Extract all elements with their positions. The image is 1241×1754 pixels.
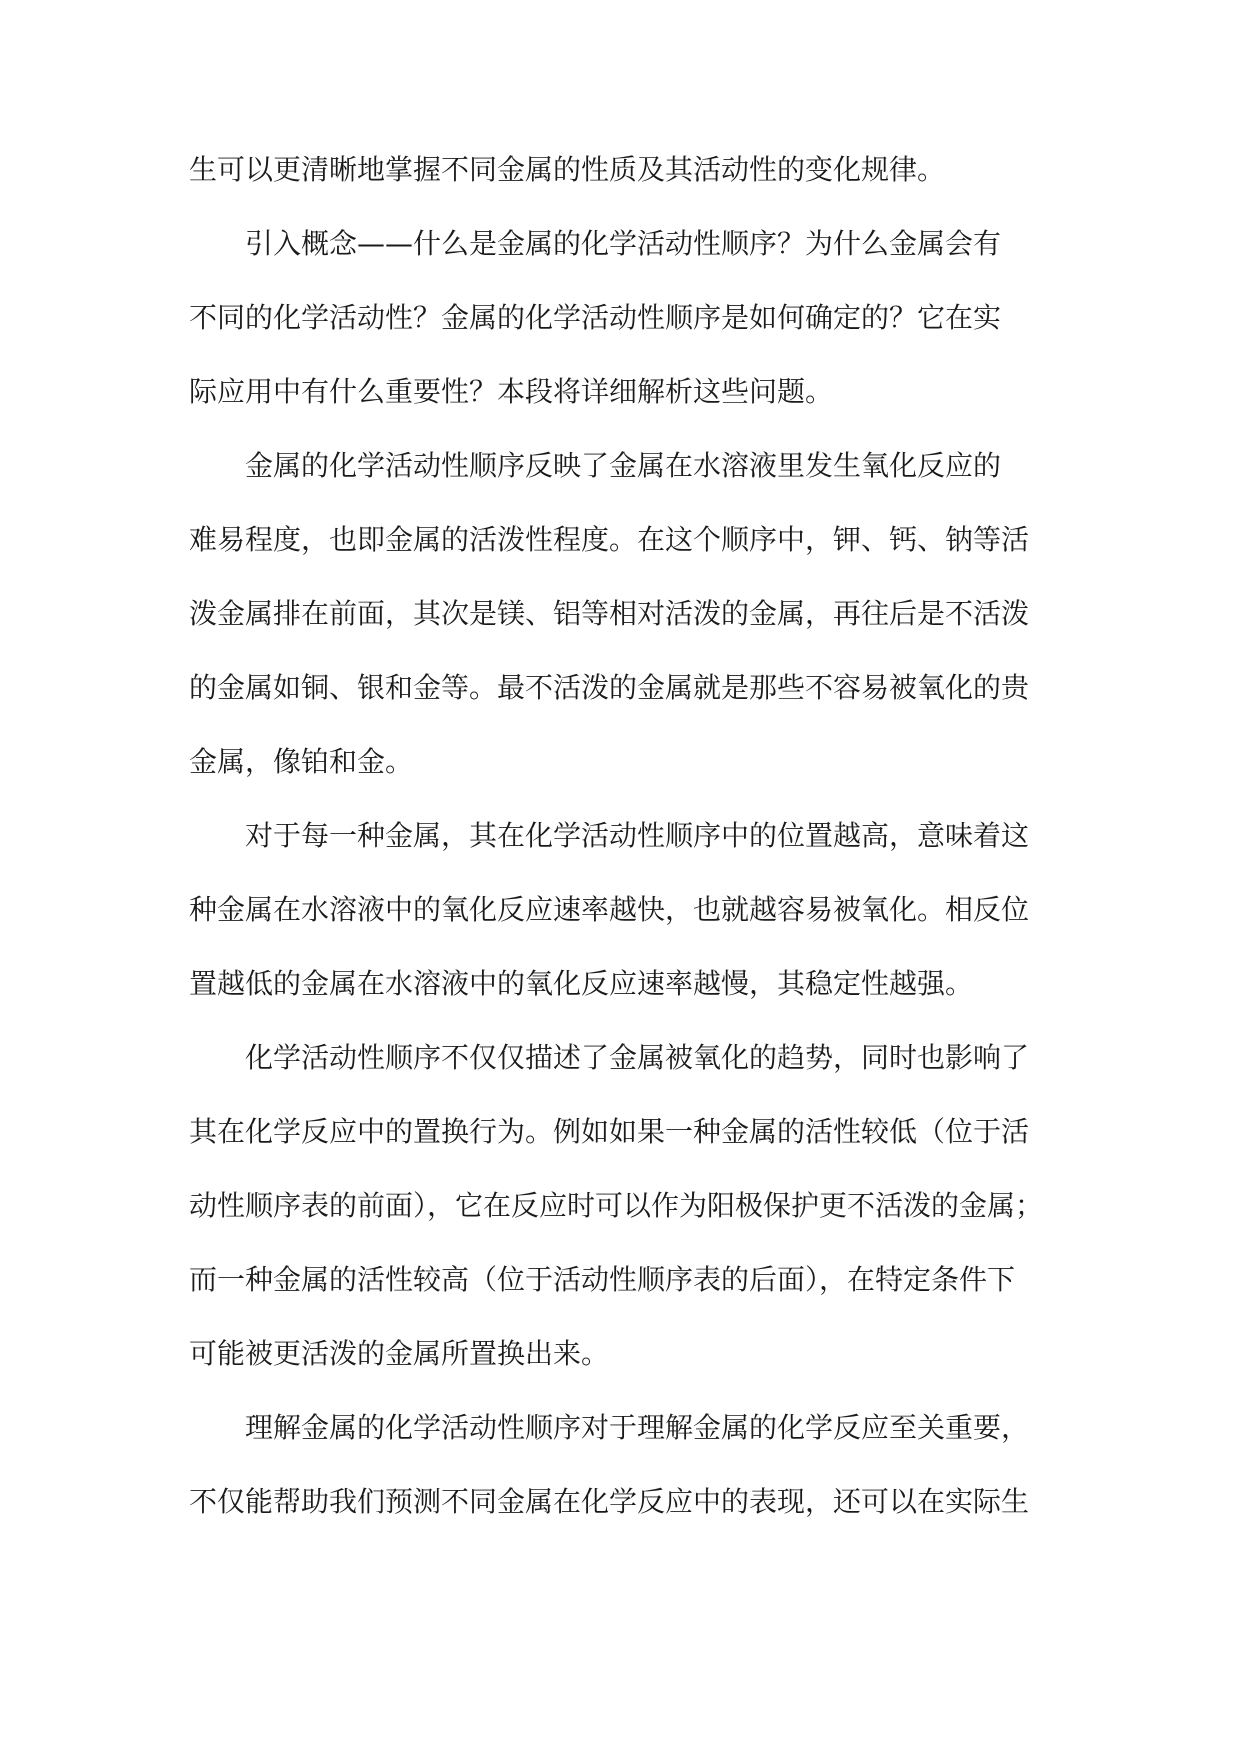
text-line: 而一种金属的活性较高（位于活动性顺序表的后面），在特定条件下 [189, 1263, 1016, 1296]
text-line: 置越低的金属在水溶液中的氧化反应速率越慢，其稳定性越强。 [189, 967, 974, 1000]
text-line: 不仅能帮助我们预测不同金属在化学反应中的表现，还可以在实际生 [189, 1485, 1030, 1518]
text-line: 可能被更活泼的金属所置换出来。 [189, 1337, 610, 1370]
text-line: 种金属在水溶液中的氧化反应速率越快，也就越容易被氧化。相反位 [189, 893, 1030, 926]
text-line: 难易程度，也即金属的活泼性程度。在这个顺序中，钾、钙、钠等活 [189, 523, 1030, 556]
text-line: 不同的化学活动性？金属的化学活动性顺序是如何确定的？它在实 [189, 301, 1002, 334]
text-line: 其在化学反应中的置换行为。例如如果一种金属的活性较低（位于活 [189, 1115, 1030, 1148]
paragraph-first-line: 对于每一种金属，其在化学活动性顺序中的位置越高，意味着这 [245, 819, 1030, 852]
text-line: 泼金属排在前面，其次是镁、铝等相对活泼的金属，再往后是不活泼 [189, 597, 1030, 630]
paragraph-first-line: 金属的化学活动性顺序反映了金属在水溶液里发生氧化反应的 [245, 449, 1002, 482]
text-line: 的金属如铜、银和金等。最不活泼的金属就是那些不容易被氧化的贵 [189, 671, 1030, 704]
text-line: 生可以更清晰地掌握不同金属的性质及其活动性的变化规律。 [189, 153, 946, 186]
text-line: 际应用中有什么重要性？本段将详细解析这些问题。 [189, 375, 834, 408]
paragraph-first-line: 化学活动性顺序不仅仅描述了金属被氧化的趋势，同时也影响了 [245, 1041, 1030, 1074]
paragraph-first-line: 理解金属的化学活动性顺序对于理解金属的化学反应至关重要， [245, 1411, 1030, 1444]
paragraph-first-line: 引入概念——什么是金属的化学活动性顺序？为什么金属会有 [245, 227, 1002, 260]
text-line: 金属，像铂和金。 [189, 745, 414, 778]
text-line: 动性顺序表的前面），它在反应时可以作为阳极保护更不活泼的金属； [189, 1189, 1044, 1222]
